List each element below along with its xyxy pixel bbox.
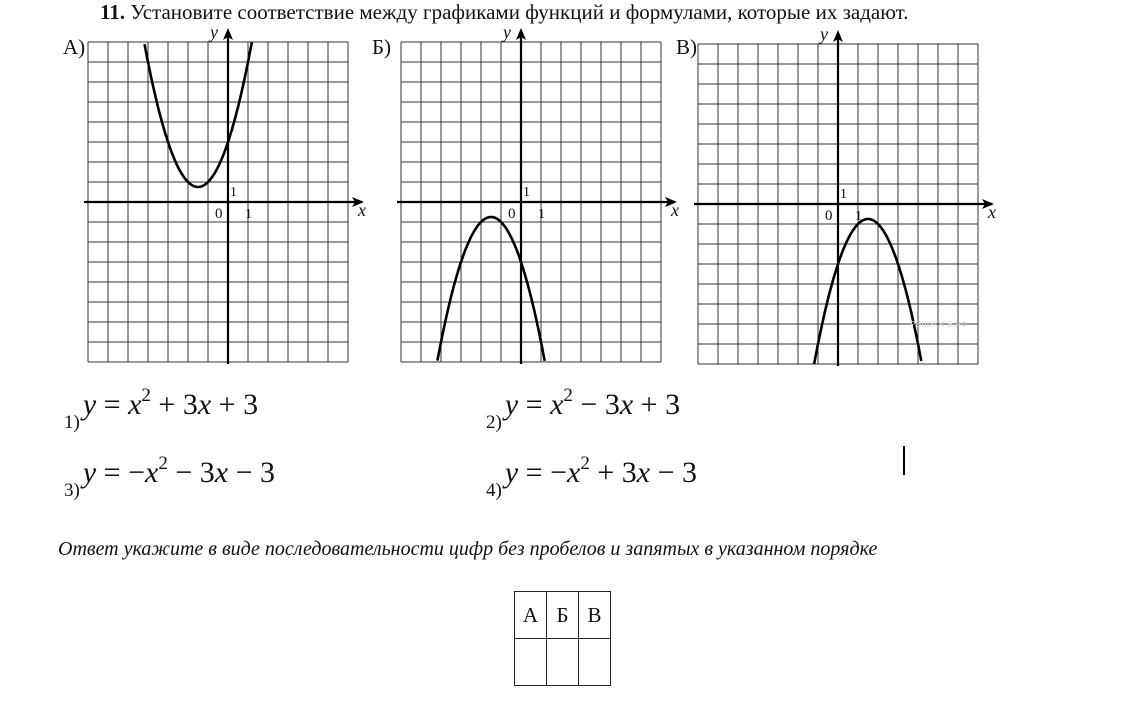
graph-label-v: В) xyxy=(676,35,697,59)
formula-number: 1) xyxy=(64,412,80,433)
tick-label-y: 1 xyxy=(230,185,237,200)
formula-part: = xyxy=(96,388,129,421)
graph-v xyxy=(703,24,996,367)
instruction-text: Ответ укажите в виде последовательности цифр без пробелов и запятых в указанном порядке xyxy=(58,538,878,560)
formula-var: x xyxy=(550,388,564,421)
formula-var: x xyxy=(619,388,634,421)
formula-3 xyxy=(64,453,275,508)
axis-label-x: x xyxy=(671,200,679,220)
graph-label-b: Б) xyxy=(372,35,392,59)
formula-exponent: 2 xyxy=(158,453,168,474)
formula-y: y xyxy=(82,456,97,489)
formula-var: x xyxy=(636,456,651,489)
task-text: Установите соответствие между графиками функций и формулами, которые их задают. xyxy=(130,0,909,24)
tick-label-y: 1 xyxy=(840,187,847,202)
formula-exponent: 2 xyxy=(141,385,151,406)
answer-header-row xyxy=(515,592,611,639)
axis-label-y: y xyxy=(820,24,828,44)
answer-input-row xyxy=(515,639,611,686)
formula-part: = − xyxy=(96,456,145,489)
axes xyxy=(397,28,677,364)
answer-header-a: А xyxy=(515,592,547,639)
formula-2 xyxy=(486,385,681,440)
tick-label-y: 1 xyxy=(523,185,530,200)
formula-part: − 3 xyxy=(228,456,275,489)
origin-label: 0 xyxy=(215,206,223,222)
task-title xyxy=(100,0,908,24)
text-cursor xyxy=(903,446,905,475)
answer-cell-v[interactable] xyxy=(579,639,611,686)
formula-exponent: 2 xyxy=(563,385,573,406)
axes xyxy=(84,28,364,364)
parabola-curve xyxy=(437,217,544,361)
formula-part: − 3 xyxy=(167,456,215,489)
formula-var: x xyxy=(567,456,581,489)
answer-table xyxy=(514,591,611,686)
formula-var: x xyxy=(128,388,142,421)
formula-part: = xyxy=(518,388,551,421)
formula-part: + 3 xyxy=(589,456,637,489)
graph-b xyxy=(397,22,679,362)
parabola-curve xyxy=(814,219,921,364)
answer-cell-b[interactable] xyxy=(547,639,579,686)
formula-number: 3) xyxy=(64,480,80,501)
tick-label-x: 1 xyxy=(855,209,862,224)
formula-part: + 3 xyxy=(211,388,259,421)
answer-cell-a[interactable] xyxy=(515,639,547,686)
formula-part: + 3 xyxy=(633,388,681,421)
formula-var: x xyxy=(145,456,159,489)
tick-label-x: 1 xyxy=(245,207,252,222)
graph-label-a: А) xyxy=(63,35,86,59)
formula-y: y xyxy=(82,388,97,421)
parabola-curve xyxy=(145,42,252,187)
task-number: 11. xyxy=(100,0,126,24)
tick-label-x: 1 xyxy=(538,207,545,222)
formula-var: x xyxy=(214,456,229,489)
formula-y: y xyxy=(504,456,519,489)
watermark: РЕШУОГЭ.РФ xyxy=(910,320,968,329)
axis-label-x: x xyxy=(988,202,996,222)
formula-1 xyxy=(64,385,259,440)
answer-header-b: Б xyxy=(547,592,579,639)
formula-number: 4) xyxy=(486,480,502,501)
formula-y: y xyxy=(504,388,519,421)
axis-label-x: x xyxy=(358,200,366,220)
formula-part: − 3 xyxy=(572,388,620,421)
origin-label: 0 xyxy=(825,208,833,224)
formula-number: 2) xyxy=(486,412,502,433)
answer-header-v: В xyxy=(579,592,611,639)
formula-exponent: 2 xyxy=(580,453,590,474)
formula-part: + 3 xyxy=(150,388,198,421)
axis-label-y: y xyxy=(503,22,511,42)
formula-part: = − xyxy=(518,456,567,489)
formula-var: x xyxy=(197,388,212,421)
axis-label-y: y xyxy=(210,22,218,42)
graph-a xyxy=(90,22,370,362)
origin-label: 0 xyxy=(508,206,516,222)
formula-4 xyxy=(486,453,697,508)
formula-part: − 3 xyxy=(650,456,697,489)
